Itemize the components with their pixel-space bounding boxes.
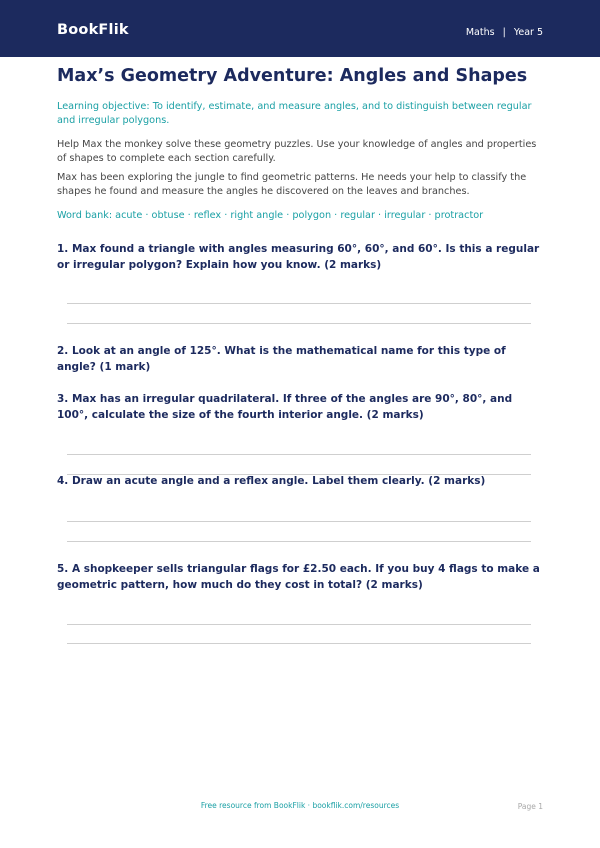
worksheet-title: Max’s Geometry Adventure: Angles and Shapes (57, 66, 528, 86)
word-bank: Word bank: acute · obtuse · reflex · right angle · polygon · regular · irregular · protractor (57, 210, 484, 221)
question-1: 1. Max found a triangle with angles measuring 60°, 60°, and 60°. Is this a regular or irregular polygon? Explain how you know. (2 marks) (57, 243, 540, 271)
answer-line[interactable] (67, 303, 531, 304)
answer-line[interactable] (67, 454, 531, 455)
answer-line[interactable] (67, 521, 531, 522)
intro-paragraph: Help Max the monkey solve these geometry puzzles. Use your knowledge of angles and properties of shapes to complete each section carefully. (57, 139, 537, 164)
page-header (0, 0, 600, 57)
footer-resource-link[interactable]: Free resource from BookFlik · bookflik.com/resources (200, 801, 400, 810)
meta-separator: | (502, 27, 506, 38)
question-3: 3. Max has an irregular quadrilateral. If three of the angles are 90°, 80°, and 100°, calculate the size of the fourth interior angle. (2 marks) (57, 393, 513, 421)
subject-year-label (466, 27, 543, 38)
answer-line[interactable] (67, 643, 531, 644)
learning-objective: Learning objective: To identify, estimate, and measure angles, and to distinguish between regular and irregular polygons. (57, 101, 532, 126)
subject-label: Maths (465, 27, 495, 38)
year-label: Year 5 (513, 27, 543, 38)
page-number: Page 1 (517, 802, 543, 811)
question-4: 4. Draw an acute angle and a reflex angle. Label them clearly. (2 marks) (57, 475, 486, 487)
answer-line[interactable] (67, 323, 531, 324)
story-paragraph: Max has been exploring the jungle to find geometric patterns. He needs your help to classify the shapes he found and measure the angles he discovered on the leaves and branches. (57, 172, 527, 197)
question-2: 2. Look at an angle of 125°. What is the mathematical name for this type of angle? (1 mark) (57, 345, 506, 373)
question-5: 5. A shopkeeper sells triangular flags for £2.50 each. If you buy 4 flags to make a geometric pattern, how much do they cost in total? (2 marks) (57, 563, 540, 591)
answer-line[interactable] (67, 624, 531, 625)
brand-logo: BookFlik (57, 22, 129, 38)
answer-line[interactable] (67, 541, 531, 542)
